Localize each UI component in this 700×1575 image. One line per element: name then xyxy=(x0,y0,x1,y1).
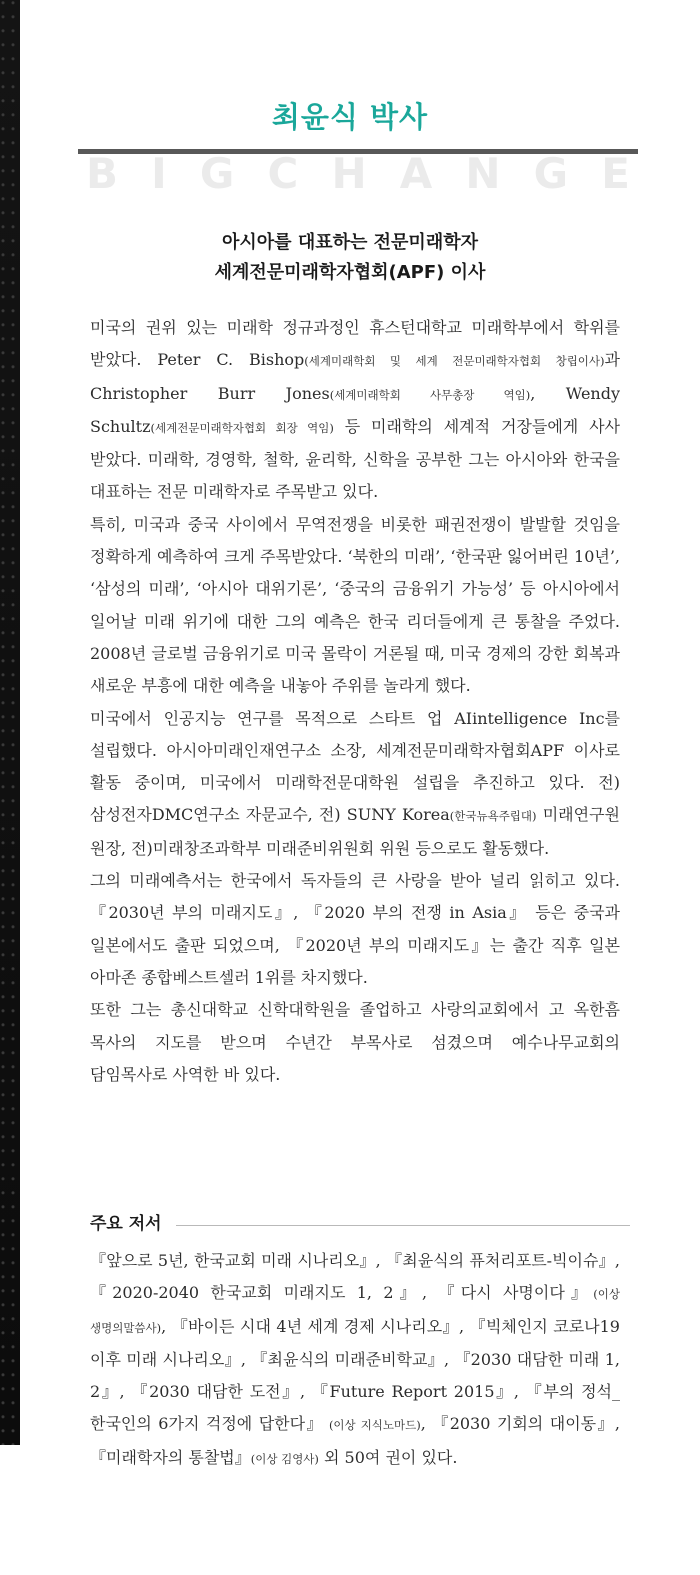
bio-paragraph xyxy=(90,865,620,994)
major-works-list xyxy=(90,1245,620,1475)
watermark-letter: C xyxy=(267,149,299,198)
major-works-rule xyxy=(176,1225,630,1226)
watermark-letter: H xyxy=(331,149,367,198)
parenthetical-note: (이상 생명의말씀사) xyxy=(90,1287,620,1335)
text-run: 또한 그는 총신대학교 신학대학원을 졸업하고 사랑의교회에서 고 옥한흠 목사의 지도를 받으며 수년간 부목사로 섬겼으며 예수나무교회의 담임목사로 사역한 바 있다. xyxy=(90,1000,620,1084)
biography-text xyxy=(90,312,620,1091)
watermark-letter: G xyxy=(199,149,235,198)
watermark-letter: N xyxy=(465,149,501,198)
text-run: 미래연구원 원장, 전)미래창조과학부 미래준비위원회 위원 등으로도 활동했다. xyxy=(90,805,620,858)
bio-paragraph xyxy=(90,703,620,865)
subtitle-block xyxy=(0,228,700,288)
text-run: , Wendy Schultz xyxy=(90,383,620,436)
watermark-letter: I xyxy=(151,149,167,198)
watermark-letter: G xyxy=(533,149,569,198)
subtitle-line-1: 아시아를 대표하는 전문미래학자 xyxy=(222,232,478,253)
bigchange-watermark xyxy=(78,150,638,198)
page-title: 최윤식 박사 xyxy=(271,100,429,134)
major-works-title: 주요 저서 xyxy=(90,1213,162,1234)
text-run: 과 Christopher Burr Jones xyxy=(90,350,620,403)
bio-paragraph xyxy=(90,312,620,509)
text-run: 미국의 권위 있는 미래학 정규과정인 휴스턴대학교 미래학부에서 학위를 받았다. Peter C. Bishop xyxy=(90,318,620,370)
parenthetical-note: (이상 김영사) xyxy=(250,1451,319,1466)
parenthetical-note: (이상 지식노마드) xyxy=(323,1418,421,1433)
parenthetical-note: (세계미래학회 및 세계 전문미래학자협회 창립이사) xyxy=(304,354,605,369)
text-run: 그의 미래예측서는 한국에서 독자들의 큰 사랑을 받아 널리 읽히고 있다. 『2030년 부의 미래지도』, 『2020 부의 전쟁 in Asia』 등은 중국과 일본에서도 출판 되었으며, 『2020년 부의 미래지도』는 출간 직후 일본 아마존 종합베스트셀러 1위를 차지했다. xyxy=(90,871,620,987)
text-run: 등 미래학의 세계적 거장들에게 사사 받았다. 미래학, 경영학, 철학, 윤리학, 신학을 공부한 그는 아시아와 한국을 대표하는 전문 미래학자로 주목받고 있다. xyxy=(90,416,620,502)
parenthetical-note: (한국뉴욕주립대) xyxy=(449,809,537,824)
parenthetical-note: (세계미래학회 사무총장 역임) xyxy=(329,387,531,402)
text-run: 미국에서 인공지능 연구를 목적으로 스타트 업 AIintelligence Inc를 설립했다. 아시아미래인재연구소 소장, 세계전문미래학자협회APF 이사로 활동 중이며, 미국에서 미래학전문대학원 설립을 추진하고 있다. 전)삼성전자DMC연구소 자문교수, 전) SUNY Korea xyxy=(90,708,620,825)
parenthetical-note: (세계전문미래학자협회 회장 역임) xyxy=(150,420,334,435)
text-run: 외 50여 권이 있다. xyxy=(318,1447,458,1467)
text-run: 특히, 미국과 중국 사이에서 무역전쟁을 비롯한 패권전쟁이 발발할 것임을 정확하게 예측하여 크게 주목받았다. ‘북한의 미래’, ‘한국판 잃어버린 10년’, ‘삼성의 미래’, ‘아시아 대위기론’, ‘중국의 금융위기 가능성’ 등 아시아에서 일어날 미래 위기에 대한 그의 예측은 한국 리더들에게 큰 통찰을 주었다. 2008년 글로벌 금융위기로 미국 몰락이 거론될 때, 미국 경제의 강한 회복과 새로운 부흥에 대한 예측을 내놓아 주위를 놀라게 했다. xyxy=(90,514,620,696)
watermark-letter: A xyxy=(399,149,433,198)
bio-paragraph xyxy=(90,994,620,1091)
subtitle-line-2: 세계전문미래학자협회(APF) 이사 xyxy=(214,262,486,283)
bio-paragraph xyxy=(90,509,620,703)
major-works-header xyxy=(90,1207,630,1235)
watermark-letter: B xyxy=(86,149,119,198)
decorative-side-strip xyxy=(0,0,20,1445)
text-run: 『앞으로 5년, 한국교회 미래 시나리오』, 『최윤식의 퓨처리포트-빅이슈』, 『2020-2040 한국교회 미래지도 1, 2』, 『다시 사명이다』 xyxy=(90,1251,620,1303)
text-run: , 『바이든 시대 4년 세계 경제 시나리오』, 『빅체인지 코로나19 이후 미래 시나리오』, 『최윤식의 미래준비학교』, 『2030 대담한 미래 1, 2』, 『2030 대담한 도전』, 『Future Report 2015』, 『부의 정석_한국인의 6가지 걱정에 답한다』 xyxy=(90,1316,620,1434)
watermark-letter: E xyxy=(601,149,630,198)
text-run: , 『2030 기회의 대이동』, 『미래학자의 통찰법』 xyxy=(90,1414,620,1467)
